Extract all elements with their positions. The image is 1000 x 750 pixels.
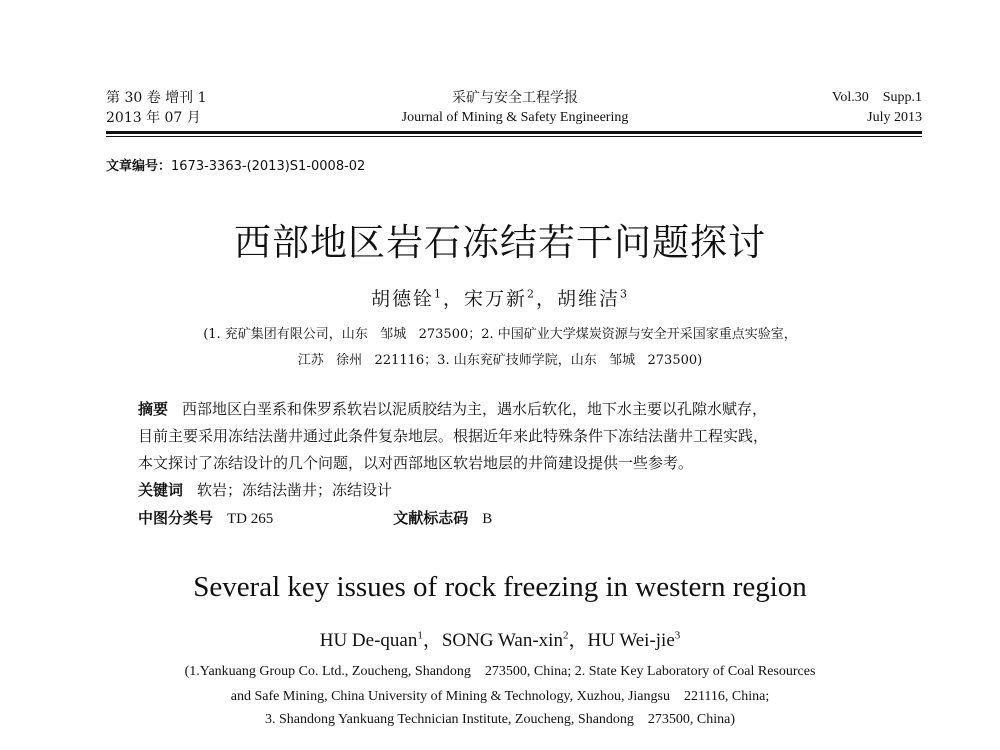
header-right — [832, 88, 922, 128]
volume-en: Vol.30 Supp.1 — [832, 90, 922, 105]
journal-title-en: Journal of Mining & Safety Engineering — [401, 110, 629, 125]
abstract-line: 本文探讨了冻结设计的几个问题，以对西部地区软岩地层的井筒建设提供一些参考。 — [138, 454, 694, 472]
author-en: SONG Wan-xin$^2$， — [441, 629, 588, 651]
article-number-value: 1673-3363-(2013)S1-0008-02 — [171, 159, 366, 174]
article-number-label: 文章编号： — [106, 159, 172, 174]
clc-value: TD 265 — [227, 511, 274, 527]
volume-cn: 第 30 卷 增刊 1 — [106, 90, 207, 106]
abstract-line: 目前主要采用冻结法凿井通过此条件复杂地层。根据近年来此特殊条件下冻结法凿井工程实践， — [138, 427, 769, 445]
clc-label: 中图分类号 — [138, 509, 214, 527]
author-cn: 胡德铨$^1$， — [370, 287, 464, 310]
author-en: HU Wei-jie$^3$ — [587, 629, 681, 651]
author-cn: 宋万新$^2$， — [463, 287, 558, 310]
author-cn: 胡维洁$^3$ — [557, 287, 630, 310]
authors-cn — [0, 284, 1000, 311]
header-left — [106, 88, 207, 128]
date-cn: 2013 年 07 月 — [106, 110, 201, 126]
classification — [138, 505, 898, 533]
header-rule-thick — [106, 131, 922, 134]
keywords — [138, 477, 898, 504]
header-rule-thin — [106, 136, 922, 137]
abstract-text: 西部地区白垩系和侏罗系软岩以泥质胶结为主，遇水后软化，地下水主要以孔隙水赋存， — [182, 400, 768, 418]
article-number — [106, 155, 365, 174]
keywords-value: 软岩；冻结法凿井；冻结设计 — [197, 481, 393, 499]
affiliation-cn-line: (1. 兖矿集团有限公司，山东 邹城 273500；2. 中国矿业大学煤炭资源与安全开采国家重点实验室， — [203, 327, 797, 342]
affiliation-en-line: and Safe Mining, China University of Mining & Technology, Xuzhou, Jiangsu 221116, China; — [230, 689, 770, 704]
doc-code-label: 文献标志码 — [393, 509, 469, 527]
abstract-line — [138, 396, 898, 423]
author-en: HU De-quan$^1$， — [319, 629, 442, 651]
authors-en — [0, 625, 1000, 652]
affiliation-cn-line: 江苏 徐州 221116；3. 山东兖矿技师学院，山东 邹城 273500) — [297, 353, 703, 368]
date-en: July 2013 — [867, 110, 922, 125]
abstract-label: 摘要 — [138, 400, 169, 418]
header-center — [300, 88, 730, 128]
keywords-label: 关键词 — [138, 481, 184, 499]
affiliation-en-line: (1.Yankuang Group Co. Ltd., Zoucheng, Shandong 273500, China; 2. State Key Laboratory of Coal Resources — [184, 664, 816, 679]
title-cn: 西部地区岩石冻结若干问题探讨 — [234, 221, 766, 264]
affiliation-en-line: 3. Shandong Yankuang Technician Institute, Zoucheng, Shandong 273500, China) — [264, 712, 736, 727]
journal-title-cn: 采矿与安全工程学报 — [452, 90, 578, 106]
doc-code-value: B — [482, 511, 493, 527]
title-en: Several key issues of rock freezing in western region — [193, 571, 807, 603]
